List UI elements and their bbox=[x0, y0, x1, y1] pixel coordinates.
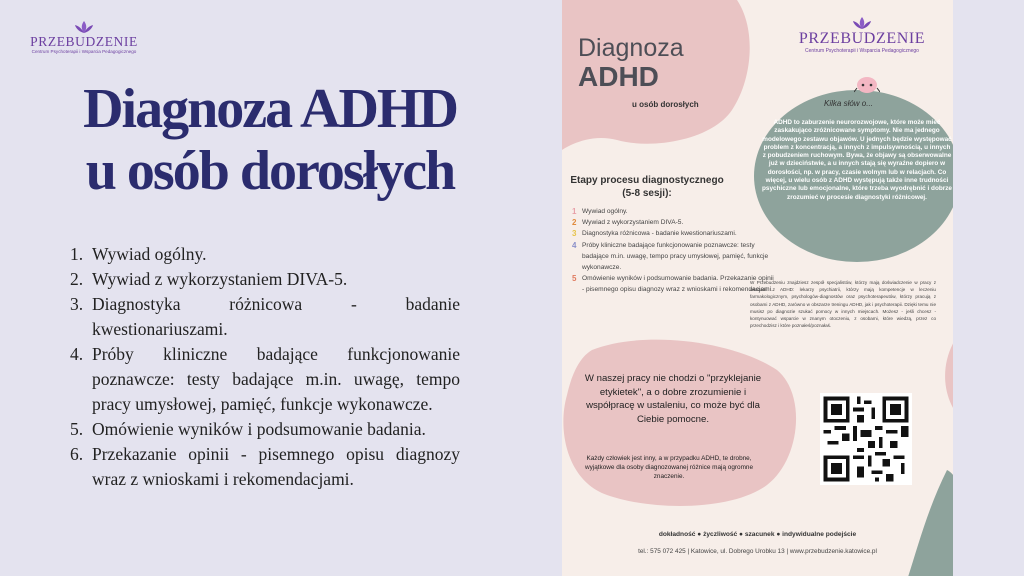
process-text: Omówienie wyników i podsumowanie badania. Przekazanie opinii - pisemnego opisu diagnozy wraz z wnioskami i rekomendacjami. bbox=[582, 275, 774, 294]
list-item bbox=[70, 267, 460, 292]
list-item bbox=[70, 342, 460, 417]
brand-name: PRZEBUDZENIE bbox=[30, 34, 138, 49]
poster-subtitle: u osób dorosłych bbox=[632, 100, 699, 109]
step-number: 2. bbox=[70, 269, 84, 289]
brand-subtitle: Centrum Psychoterapii i Wsparcia Pedagogicznego bbox=[31, 49, 137, 54]
list-item bbox=[572, 206, 777, 217]
step-text: Diagnostyka różnicowa - badanie kwestionariuszami. bbox=[92, 294, 460, 339]
poster-brand-name: PRZEBUDZENIE bbox=[798, 30, 926, 47]
lotus-icon bbox=[851, 16, 873, 30]
list-item bbox=[572, 240, 777, 274]
list-item bbox=[70, 242, 460, 267]
process-number: 1 bbox=[572, 207, 577, 216]
about-heading: Kilka słów o... bbox=[824, 99, 873, 108]
step-text: Wywiad z wykorzystaniem DIVA-5. bbox=[92, 269, 348, 289]
step-text: Próby kliniczne badające funkcjonowanie poznawcze: testy badające m.in. uwagę, tempo pracy umysłowej, pamięć, funkcje wykonawcze. bbox=[92, 344, 460, 414]
pink-blob-right bbox=[932, 330, 953, 420]
process-number: 3 bbox=[572, 229, 577, 239]
poster-brand-subtitle: Centrum Psychoterapii i Wsparcia Pedagogicznego bbox=[805, 48, 919, 54]
poster-title-adhd: ADHD bbox=[578, 61, 659, 92]
list-item bbox=[70, 417, 460, 442]
title-line-2: u osób dorosłych bbox=[85, 140, 455, 202]
list-item bbox=[70, 442, 460, 492]
about-text: ADHD to zaburzenie neurorozwojowe, które może mieć zaskakująco zróżnicowane symptomy. Nie ma jednego modelowego zestawu objawów. U jednych będzie występować problem z koncentracją, a innych z impulsywnością, u innych z pobudzeniem ruchowym. Bywa, że objawy są obserwowalne już w dzieciństwie, a u innych stają się wyraźne dopiero w dorosłości, np. w pracy, czasie wolnym lub w relacjach. Co więcej, u wielu osób z ADHD występują także inne trudności psychiczne lub emocjonalne, które trzeba wyodrębnić i dobrze zrozumieć w procesie diagnostyki różnicowej. bbox=[762, 119, 952, 201]
process-list bbox=[572, 206, 777, 296]
page-title bbox=[0, 78, 540, 202]
list-item bbox=[572, 273, 777, 295]
step-number: 1. bbox=[70, 244, 84, 264]
step-number: 6. bbox=[70, 444, 84, 464]
poster-title-diagnoza: Diagnoza bbox=[578, 34, 684, 62]
poster-logo bbox=[787, 16, 937, 55]
process-text: Próby kliniczne badające funkcjonowanie poznawcze: testy badające m.in. uwagę, tempo pracy umysłowej, pamięć, funkcje wykonawcze. bbox=[582, 241, 769, 272]
step-text: Wywiad ogólny. bbox=[92, 244, 207, 264]
steps-list bbox=[70, 242, 460, 492]
list-item bbox=[70, 292, 460, 342]
step-text: Omówienie wyników i podsumowanie badania. bbox=[92, 419, 426, 439]
process-text: Diagnostyka różnicowa - badanie kwestionariuszami. bbox=[582, 230, 737, 238]
values-footer: dokładność ● życzliwość ● szacunek ● indywidualne podejście bbox=[658, 531, 857, 538]
brand-logo bbox=[24, 20, 144, 55]
qr-code-icon[interactable] bbox=[820, 393, 912, 485]
process-title: Etapy procesu diagnostycznego bbox=[570, 175, 724, 186]
process-number: 2 bbox=[572, 218, 577, 228]
poster bbox=[562, 0, 953, 576]
title-line-1: Diagnoza ADHD bbox=[83, 78, 457, 140]
green-blob-right bbox=[907, 470, 953, 576]
quote-text: W naszej pracy nie chodzi o "przyklejanie etykietek", a o dobre zrozumienie i współpracę w ustaleniu, co może być dla Ciebie pomocne. bbox=[584, 373, 762, 425]
process-sessions: (5-8 sesji): bbox=[622, 188, 672, 199]
process-text: Wywiad z wykorzystaniem DIVA-5. bbox=[582, 219, 684, 227]
contact-footer: tel.: 575 072 425 | Katowice, ul. Dobrego Urobku 13 | www.przebudzenie.katowice.pl bbox=[638, 548, 877, 555]
process-number: 4 bbox=[572, 240, 577, 250]
step-number: 5. bbox=[70, 419, 84, 439]
step-text: Przekazanie opinii - pisemnego opisu diagnozy wraz z wnioskami i rekomendacjami. bbox=[92, 444, 460, 489]
process-heading bbox=[562, 174, 732, 200]
team-description: W Przebudzeniu znajdziesz zespół specjalistów, którzy mają doświadczenie w pracy z osobami z ADHD: lekarzy psychiatrii, którzy mają kompetencje w leczeniu farmakologicznym, psychologów-diagnostów oraz psychoterapeutów, którzy pracują z osobami z ADHD, zarówno w obszarze treningu ADHD, jak i psychoterapii. Dzięki temu nie musisz po diagnozie szukać pomocy w innych miejscach. Możesz - jeśli chcesz - kontynuować wsparcie w znanym otoczeniu, z osobami, które wiedzą, przez co przechodzisz i które poznałeś/poznałaś. bbox=[750, 280, 936, 329]
brain-mascot-icon bbox=[854, 74, 880, 96]
process-number: 5 bbox=[572, 274, 577, 284]
step-number: 3. bbox=[70, 294, 84, 314]
note-text: Każdy człowiek jest inny, a w przypadku ADHD, te drobne, wyjątkowe dla osoby diagnozowanej różnice mają ogromne znaczenie. bbox=[584, 455, 754, 480]
step-number: 4. bbox=[70, 344, 84, 364]
list-item bbox=[572, 228, 777, 239]
process-text: Wywiad ogólny. bbox=[582, 208, 628, 215]
list-item bbox=[572, 217, 777, 228]
lotus-icon bbox=[73, 20, 95, 34]
